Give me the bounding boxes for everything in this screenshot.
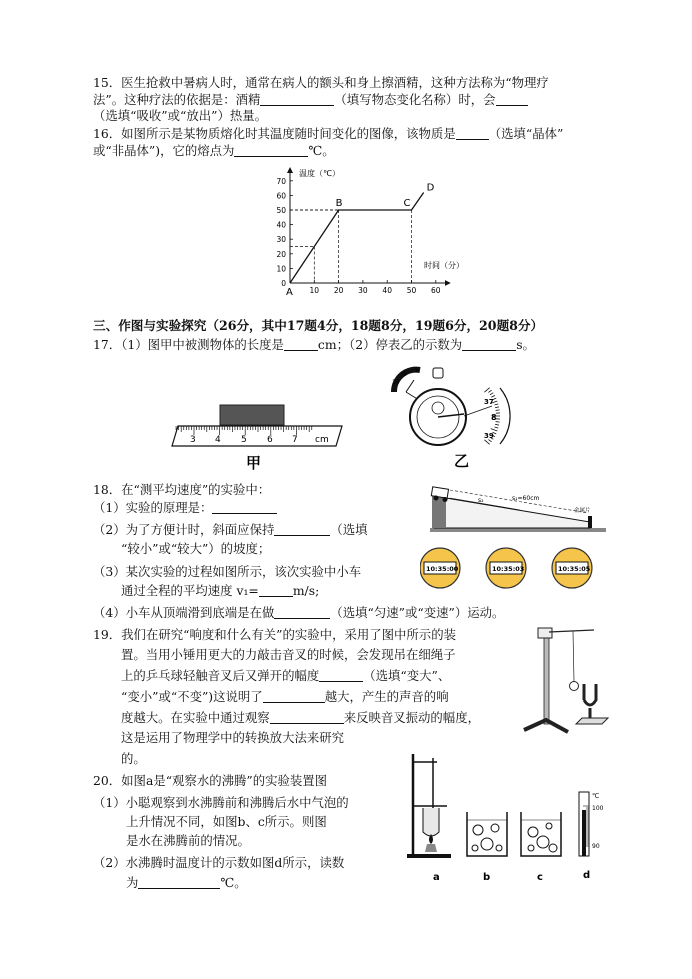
ping-pong-ball xyxy=(570,682,579,691)
label-yi: 乙 xyxy=(454,452,470,470)
chart-point-labels xyxy=(286,182,435,298)
y-tick-label: 10 xyxy=(276,264,286,274)
q16-line1-a: 16．如图所示是某物质熔化时其温度随时间变化的图像，该物质是 xyxy=(93,126,456,141)
fig-label-b: b xyxy=(483,872,491,883)
q19-line7: 的。 xyxy=(121,751,146,766)
car-wheel-2 xyxy=(443,497,448,502)
q18-blank-3[interactable] xyxy=(259,584,293,597)
q17-blank-1[interactable] xyxy=(284,338,318,351)
q17-b: cm；（2）停表乙的示数为 xyxy=(317,337,463,352)
stand-rod xyxy=(544,632,549,724)
point-label-c: C xyxy=(403,198,411,209)
q16-line1 xyxy=(93,126,563,142)
stopwatch-clock-3 xyxy=(552,548,592,588)
sw-big-8: 8 xyxy=(491,413,497,422)
q18-line3-a: （2）为了方便计时，斜面应保持 xyxy=(93,522,275,537)
q15-line1: 15．医生抢救中暑病人时，通常在病人的额头和身上擦酒精，这种方法称为“物理疗 xyxy=(93,75,549,90)
fig-label-d: d xyxy=(583,870,591,881)
stand-base xyxy=(524,720,568,732)
q18-line3-b: （选填 xyxy=(330,522,368,537)
q15-line2-a: 法”。这种疗法的依据是：酒精 xyxy=(93,92,261,107)
q17-a: 17．（1）图甲中被测物体的长度是 xyxy=(93,337,284,352)
q19-line2: 置。当用小锤用更大的力敲击音叉的时候，会发现吊在细绳子 xyxy=(121,647,456,662)
point-label-a: A xyxy=(286,287,293,298)
chart-gridlines xyxy=(290,181,436,283)
q19-line5-a: 度越大。在实验中通过观察 xyxy=(121,710,270,725)
q16-line2-a: 或“非晶体”)，它的熔点为 xyxy=(93,143,235,158)
ruler-label-7: 7 xyxy=(292,435,298,445)
toy-car xyxy=(431,487,448,498)
q18-line5: （3）某次实验的过程如图所示，该次实验中小车 xyxy=(93,564,362,579)
stopwatch-figure xyxy=(388,362,518,472)
sw-small-10: 10 xyxy=(392,379,400,386)
q19-blank-1[interactable] xyxy=(319,669,363,682)
q19-line1: 19．我们在研究“响度和什么有关”的实验中，采用了图中所示的装 xyxy=(93,627,456,642)
q19-line4 xyxy=(121,689,449,705)
y-tick-label: 70 xyxy=(276,176,286,186)
q16-line2 xyxy=(93,143,335,159)
q19-blank-2[interactable] xyxy=(263,690,325,703)
fig-label-a: a xyxy=(433,872,440,883)
q20-line2: （1）小聪观察到水沸腾前和沸腾后水中气泡的 xyxy=(93,795,349,810)
sw-small-0: 0 xyxy=(403,371,407,378)
q19-line6: 这是运用了物理学中的转换放大法来研究 xyxy=(121,730,345,745)
ruler-figure xyxy=(168,400,350,475)
y-tick-label: 20 xyxy=(276,249,286,259)
ruler-label-3: 3 xyxy=(190,435,196,445)
thermo-90: 90 xyxy=(592,843,600,850)
ruler-label-6: 6 xyxy=(267,435,273,445)
x-tick-label: 40 xyxy=(382,286,392,295)
chart-y-label: 温度（℃） xyxy=(299,169,340,178)
ruler-label-5: 5 xyxy=(241,435,247,445)
chart-x-label: 时间（分） xyxy=(424,261,464,270)
fig-d-thermometer xyxy=(579,792,604,856)
q18-blank-1[interactable] xyxy=(212,501,277,514)
clock-time-3: 10:35:05 xyxy=(558,565,591,573)
q18-line4: “较小”或“较大”）的坡度； xyxy=(121,541,271,556)
q18-line3 xyxy=(93,522,368,538)
q20-line6-a: 为 xyxy=(126,875,139,890)
section-3-title: 三、作图与实验探究（26分，其中17题4分，18题8分，19题6分，20题8分） xyxy=(93,318,544,333)
q18-line6-a: 通过全程的平均速度 v₁= xyxy=(121,583,259,598)
q18-line7 xyxy=(93,605,504,621)
q16-line2-b: ℃。 xyxy=(308,143,335,158)
q19-line3 xyxy=(121,668,450,684)
q19-line3-b: （选填“变大”、 xyxy=(363,668,451,683)
fig-s1-label: s₁=60cm xyxy=(512,495,540,502)
stand-arm xyxy=(549,630,594,632)
y-tick-label: 0 xyxy=(281,279,286,288)
q19-line5 xyxy=(121,710,480,726)
x-tick-label: 10 xyxy=(309,286,320,295)
hanging-string xyxy=(573,631,574,682)
q16-blank-2[interactable] xyxy=(234,144,308,157)
stopwatch-clock-1 xyxy=(420,548,460,588)
q19-line3-a: 上的乒乓球轻触音叉后又弹开的幅度 xyxy=(121,668,320,683)
tuning-fork-box xyxy=(576,718,608,724)
thermo-100: 100 xyxy=(592,805,604,812)
y-tick-label: 50 xyxy=(276,206,286,215)
small-dial-pointer xyxy=(406,380,414,392)
fig-label-c: c xyxy=(537,872,543,883)
melting-chart xyxy=(272,164,468,300)
fig-s2-label: s₂ xyxy=(478,497,484,504)
point-label-b: B xyxy=(335,198,343,209)
q20-line6 xyxy=(126,875,247,891)
q18-line6 xyxy=(121,583,319,599)
q15-line2 xyxy=(93,92,528,108)
q20-line3: 上升情况不同，如图b、c所示。则图 xyxy=(126,814,327,829)
q18-line7-a: （4）小车从顶端滑到底端是在做 xyxy=(93,605,275,620)
thermo-unit: ℃ xyxy=(592,792,600,800)
q16-blank-1[interactable] xyxy=(456,127,489,140)
tuning-fork-figure xyxy=(518,620,614,738)
q19-line5-b: 来反映音叉振动的幅度， xyxy=(343,710,480,725)
fig-b-beaker xyxy=(467,812,507,856)
measured-block xyxy=(220,405,284,425)
q20-line4: 是水在沸腾前的情况。 xyxy=(126,833,250,848)
q18-line7-b: （选填“匀速”或“变速”）运动。 xyxy=(330,605,505,620)
y-tick-label: 30 xyxy=(276,235,286,245)
x-tick-label: 60 xyxy=(431,286,441,295)
ruler-label-4: 4 xyxy=(215,435,221,445)
q20-line6-b: ℃。 xyxy=(220,875,247,890)
q20-line1: 20．如图a是“观察水的沸腾”的实验装置图 xyxy=(93,773,328,788)
fig-metal-label: 金属片 xyxy=(574,508,591,514)
q16-line1-b: （选填“晶体” xyxy=(488,126,564,141)
q17-line xyxy=(93,337,535,353)
chart-tick-labels xyxy=(276,177,440,295)
clock-time-1: 10:35:00 xyxy=(426,565,459,573)
stopwatch-clock-2 xyxy=(486,548,526,588)
clock-time-2: 10:35:03 xyxy=(492,565,525,573)
incline-figure xyxy=(420,480,610,592)
sw-small-5: 5 xyxy=(415,367,419,374)
q17-blank-2[interactable] xyxy=(462,338,516,351)
ruler-label-cm: cm xyxy=(315,435,329,445)
fig-c-beaker xyxy=(521,812,561,856)
crown-button xyxy=(433,368,443,378)
q15-line3: （选填“吸收”或“放出”）热量。 xyxy=(93,108,268,123)
point-label-d: D xyxy=(426,182,435,194)
q15-blank-2[interactable] xyxy=(496,93,528,106)
q20-line5: （2）水沸腾时温度计的示数如图d所示，读数 xyxy=(93,855,345,870)
chart-guide-lines xyxy=(290,210,412,283)
sw-big-37: 37 xyxy=(484,398,494,406)
q19-blank-3[interactable] xyxy=(270,711,344,724)
sw-big-39: 39 xyxy=(484,432,494,440)
q18-blank-4[interactable] xyxy=(274,606,330,619)
q18-line1: 18．在“测平均速度”的实验中： xyxy=(93,482,271,497)
q19-line4-b: 越大，产生的声音的响 xyxy=(324,689,449,704)
leader-line-2 xyxy=(464,406,492,416)
x-tick-label: 50 xyxy=(406,286,417,295)
q20-blank-1[interactable] xyxy=(138,876,220,889)
label-jia: 甲 xyxy=(246,454,262,472)
tuning-fork xyxy=(584,684,596,705)
boiling-figures xyxy=(403,748,613,888)
q18-line2-a: （1）实验的原理是： xyxy=(93,500,213,515)
q15-line2-b: （填写物态变化名称）时，会 xyxy=(334,92,496,107)
x-tick-label: 20 xyxy=(333,286,344,295)
y-tick-label: 60 xyxy=(276,191,286,201)
y-tick-label: 40 xyxy=(276,220,286,230)
fig-a-apparatus xyxy=(407,754,451,858)
q19-line4-a: “变小”或“不变”)这说明了 xyxy=(121,689,263,704)
table-surface xyxy=(430,528,606,532)
x-tick-label: 30 xyxy=(358,286,368,295)
car-wheel-1 xyxy=(434,496,439,501)
q17-c: s。 xyxy=(516,337,535,352)
q18-line6-b: m/s; xyxy=(292,583,320,598)
q15-blank-1[interactable] xyxy=(260,93,334,106)
metal-sheet xyxy=(588,516,592,528)
q18-blank-2[interactable] xyxy=(274,523,330,536)
big-scale-arc xyxy=(500,388,510,444)
stand-clamp xyxy=(538,628,552,638)
q18-line2 xyxy=(93,500,277,516)
